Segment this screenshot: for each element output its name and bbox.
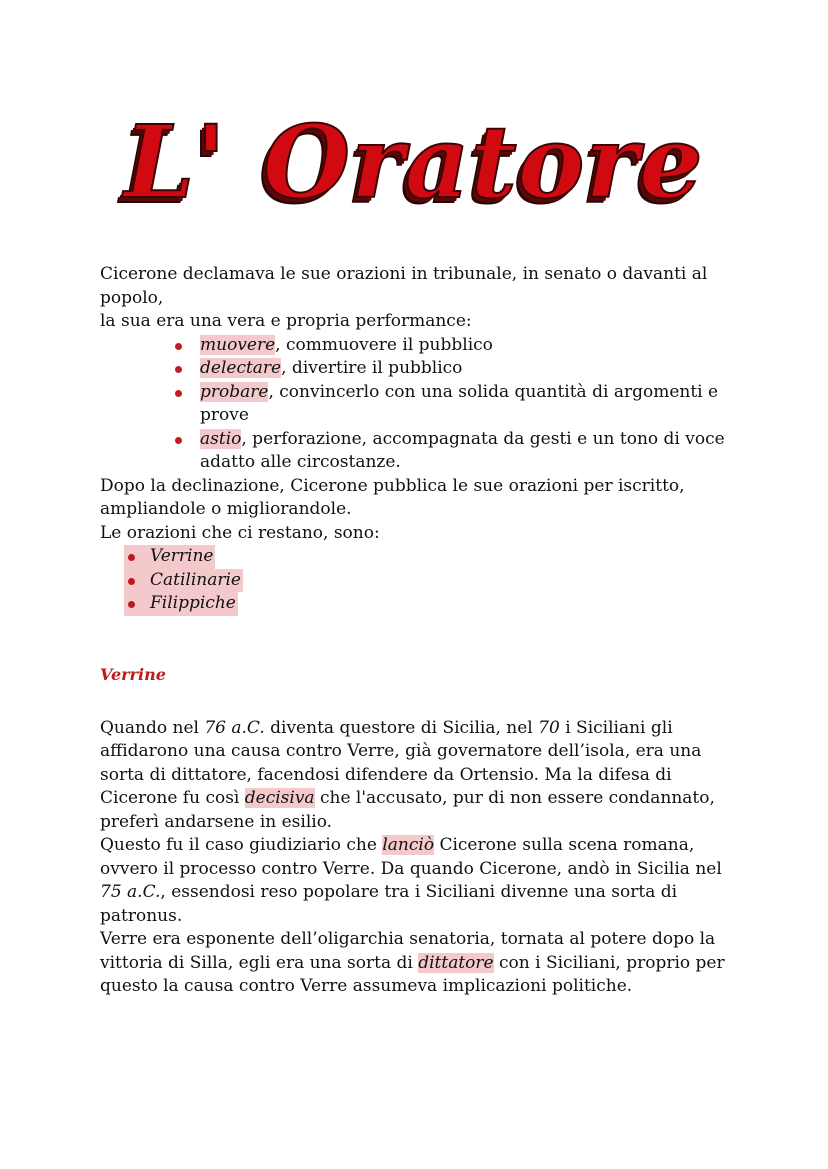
text-run: i Siciliani gli affidarono una causa contro Verre, già governatore dell’isola, era una sorta di dittatore, facendosi difendere da Ortensio. Ma la difesa di Cicerone fu così [100, 717, 702, 808]
list-item-text: , commuovere il pubblico [275, 334, 493, 355]
text-run: con i Siciliani, proprio per questo la causa contro Verre assumeva implicazioni politiche. [100, 952, 725, 996]
performance-list [172, 334, 740, 475]
section-heading: Verrine [100, 664, 166, 684]
document-body [100, 263, 740, 999]
intro-line-2: la sua era una vera e propria performance: [100, 311, 472, 331]
verrine-paragraph-2 [100, 834, 740, 928]
text-run: , essendosi reso popolare tra i Siciliani divenne una sorta di patronus. [100, 882, 678, 926]
list-item [172, 428, 740, 475]
year: 76 a.C. [204, 717, 265, 738]
list-item [172, 357, 740, 381]
year: 70 [538, 717, 560, 738]
verrine-paragraph-3 [100, 928, 740, 999]
list-item: Filippiche [124, 592, 238, 616]
publication-paragraph [100, 475, 740, 546]
intro-line-1: Cicerone declamava le sue orazioni in tribunale, in senato o davanti al popolo, [100, 264, 708, 308]
list-item-text: , divertire il pubblico [281, 358, 463, 378]
text-run: diventa questore di Sicilia, nel [264, 717, 539, 738]
orations-list [124, 545, 740, 616]
highlighted-term: probare [200, 381, 269, 402]
text-run: Cicerone sulla scena romana, ovvero il processo contro Verre. Da quando Cicerone, andò in Sicilia nel [100, 835, 722, 879]
list-item [172, 334, 740, 358]
highlighted-term: delectare [200, 358, 282, 378]
publication-line-1: Dopo la declinazione, Cicerone pubblica le sue orazioni per iscritto, [100, 475, 685, 496]
verrine-paragraph-1 [100, 717, 740, 835]
text-run: Verre era esponente dell’oligarchia senatoria, tornata al potere dopo la vittoria di Silla, egli era una sorta di [100, 929, 716, 973]
year: 75 a.C. [100, 882, 161, 902]
highlighted-term: decisiva [244, 788, 315, 808]
highlighted-term: astio [200, 428, 242, 449]
publication-line-3: Le orazioni che ci restano, sono: [100, 522, 380, 543]
text-run: che l'accusato, pur di non essere condannato, preferì andarsene in esilio. [100, 788, 715, 832]
intro-paragraph [100, 263, 740, 334]
text-run: Quando nel [100, 717, 205, 738]
text-run: Questo fu il caso giudiziario che [100, 835, 383, 855]
page-title: L' Oratore [124, 103, 704, 221]
list-item [172, 381, 740, 428]
highlighted-term: lanciò [382, 835, 435, 855]
list-item: Verrine [124, 545, 215, 569]
highlighted-term: muovere [200, 334, 276, 355]
highlighted-term: dittatore [418, 952, 494, 973]
publication-line-2: ampliandole o migliorandole. [100, 499, 352, 519]
list-item-text: , perforazione, accompagnata da gesti e un tono di voce adatto alle circostanze. [200, 428, 725, 472]
list-item: Catilinarie [124, 569, 243, 593]
list-item-text: , convincerlo con una solida quantità di argomenti e prove [200, 381, 719, 425]
